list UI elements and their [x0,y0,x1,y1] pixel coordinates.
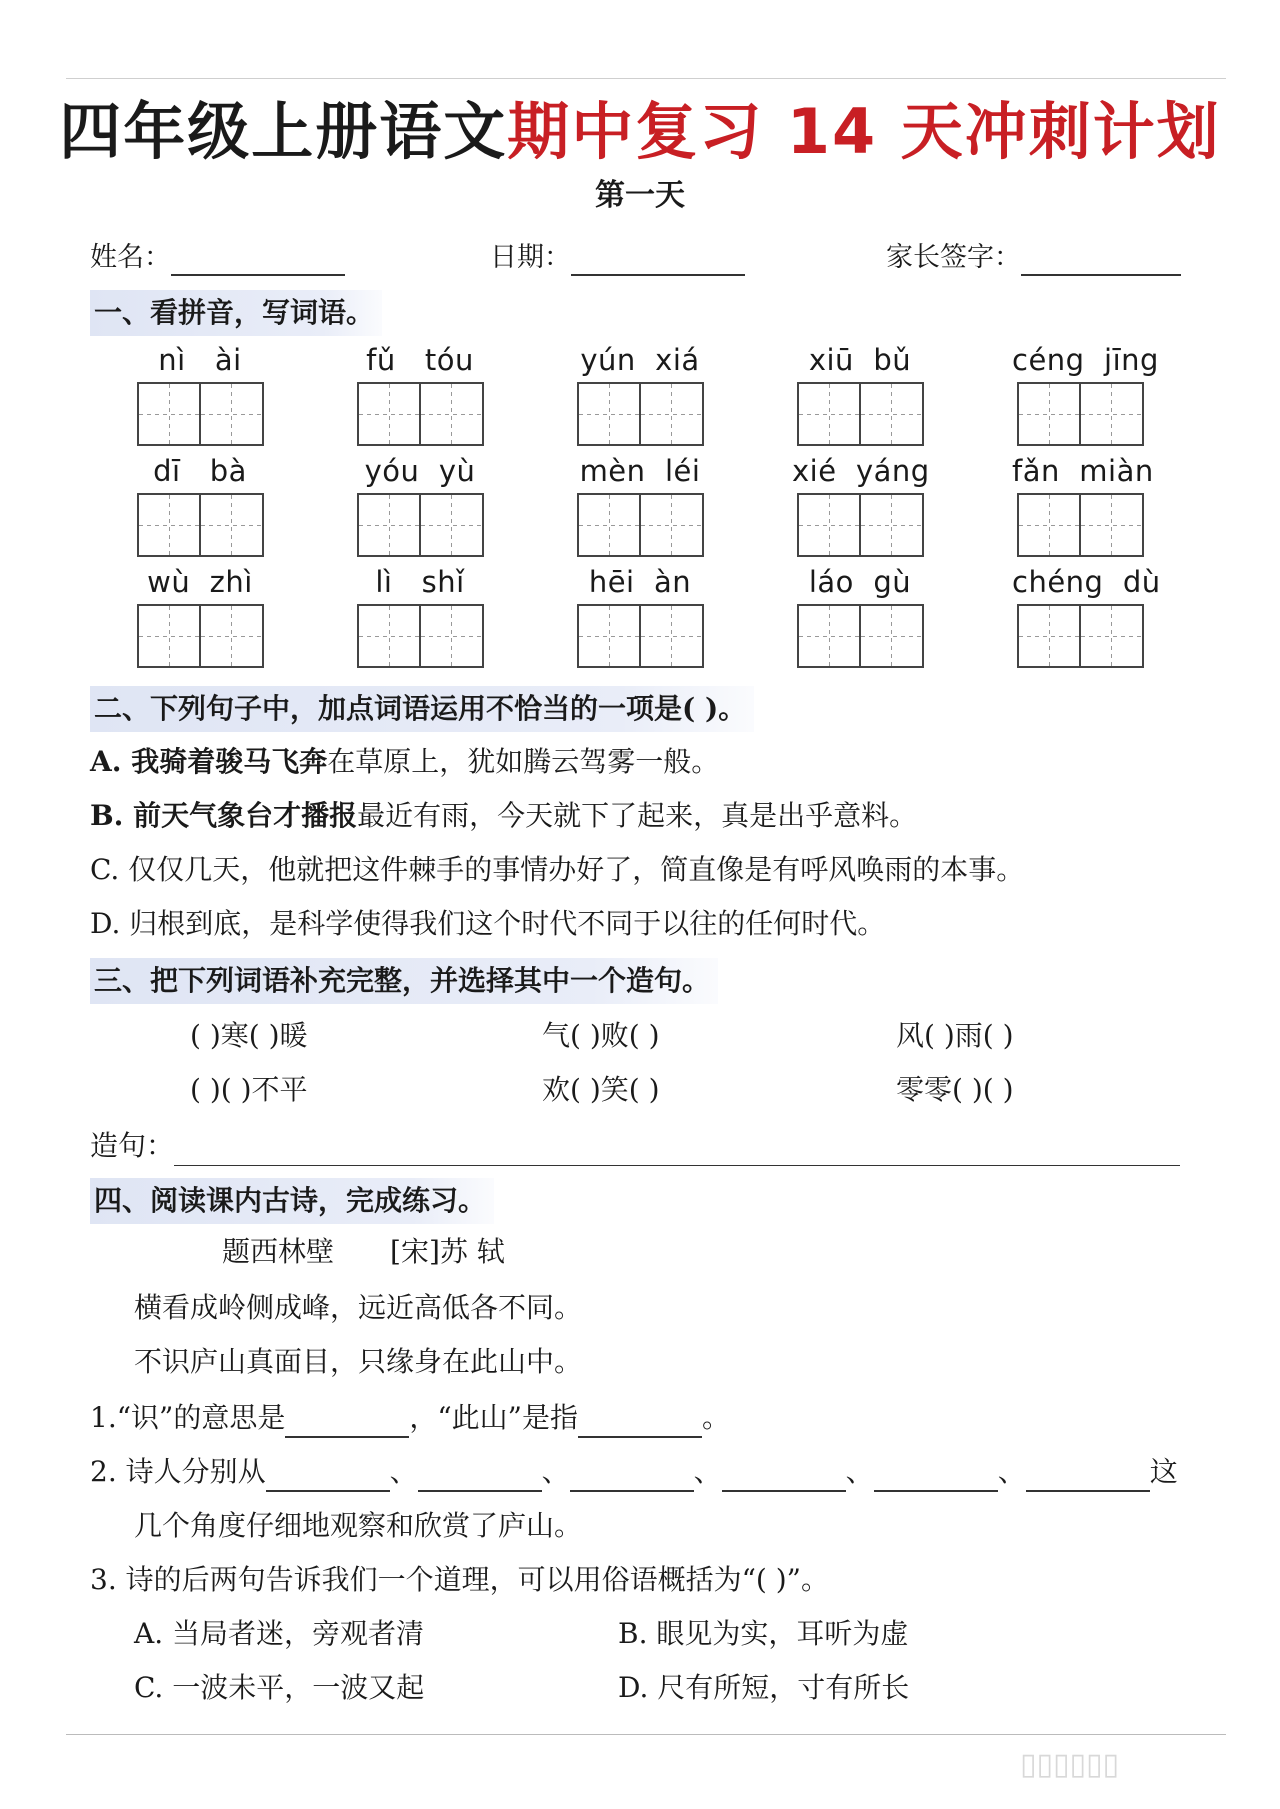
pinyin-label: mèn léi [579,454,701,488]
tianzige-box[interactable] [137,493,201,557]
option-d [90,904,885,944]
tianzige-box[interactable] [861,604,924,668]
poem-line-1: 横看成岭侧成峰，远近高低各不同。 [134,1291,583,1324]
writing-boxes [792,604,928,668]
tianzige-box[interactable] [1017,493,1081,557]
writing-boxes [792,493,928,557]
name-field[interactable] [90,240,345,276]
tianzige-box[interactable] [357,604,421,668]
q1-blank-1[interactable] [285,1406,409,1438]
tianzige-box[interactable] [137,604,201,668]
pinyin-word [1012,340,1159,446]
option-c [90,850,1024,890]
option-b-text: 最近有雨，今天就下了起来，真是出乎意料。 [357,799,918,832]
writing-boxes [352,493,488,557]
writing-boxes [132,382,268,446]
top-divider [66,78,1226,79]
q3-option-b[interactable]: B. 眼见为实，耳听为虚 [618,1617,909,1650]
section3-heading: 三、把下列词语补充完整，并选择其中一个造句。 [90,958,718,1004]
date-label: 日期： [490,242,571,273]
tianzige-box[interactable] [641,382,704,446]
q2-blank-2[interactable] [418,1460,542,1492]
idiom-4[interactable]: ( )( )不平 [190,1073,308,1106]
writing-boxes [792,382,928,446]
writing-boxes [572,604,708,668]
pinyin-label: nì ài [158,343,242,377]
q2-blank-3[interactable] [570,1460,694,1492]
question-1 [90,1398,730,1438]
tianzige-box[interactable] [421,493,484,557]
idiom-1[interactable]: ( )寒( )暖 [190,1019,308,1052]
idiom-3[interactable]: 风( )雨( ) [896,1019,1014,1052]
writing-boxes [352,382,488,446]
tianzige-box[interactable] [1081,493,1144,557]
writing-boxes [1012,493,1148,557]
pinyin-word [792,451,928,557]
option-a-text: 在草原上，犹如腾云驾雾一般。 [327,745,720,778]
idiom-6[interactable]: 零零( )( ) [896,1073,1014,1106]
option-b-bold: B. 前天气象台才播报 [90,799,358,832]
pinyin-label: xié yáng [792,454,930,488]
bottom-divider [66,1734,1226,1735]
writing-boxes [1012,382,1148,446]
q1-part-c: 。 [702,1401,731,1434]
sentence-blank[interactable] [174,1135,1180,1166]
tianzige-box[interactable] [1017,382,1081,446]
option-d-text: D. 归根到底，是科学使得我们这个时代不同于以往的任何时代。 [90,907,886,940]
q2-line-2: 几个角度仔细地观察和欣赏了庐山。 [134,1509,583,1542]
q2-sep-4: 、 [845,1455,874,1488]
pinyin-label: wù zhì [147,565,253,599]
pinyin-label: láo gù [808,565,912,599]
pinyin-label: xiū bǔ [808,343,912,377]
tianzige-box[interactable] [137,382,201,446]
tianzige-box[interactable] [797,382,861,446]
tianzige-box[interactable] [1017,604,1081,668]
pinyin-word [572,562,708,668]
option-a-bold: A. 我骑着骏马飞奔 [90,745,328,778]
pinyin-label: yún xiá [580,343,700,377]
pinyin-label: chéng dù [1012,565,1161,599]
title-red-part: 期中复习 14 天冲刺计划 [507,95,1221,168]
section2-heading: 二、下列句子中，加点词语运用不恰当的一项是( )。 [90,686,754,732]
tianzige-box[interactable] [797,604,861,668]
sentence-label: 造句： [90,1129,175,1162]
writing-boxes [1012,604,1148,668]
section1-heading: 一、看拼音，写词语。 [90,290,382,336]
pinyin-word [132,562,268,668]
pinyin-label: lì shǐ [375,565,465,599]
tianzige-box[interactable] [861,493,924,557]
date-field[interactable] [490,240,745,276]
pinyin-word [352,562,488,668]
q2-end: 这 [1149,1455,1178,1488]
tianzige-box[interactable] [201,493,264,557]
q2-blank-4[interactable] [722,1460,846,1492]
tianzige-box[interactable] [641,604,704,668]
poem-header [222,1232,505,1272]
tianzige-box[interactable] [1081,604,1144,668]
tianzige-box[interactable] [1081,382,1144,446]
writing-boxes [132,493,268,557]
question-3: 3. 诗的后两句告诉我们一个道理，可以用俗语概括为“( )”。 [90,1563,829,1596]
writing-boxes [132,604,268,668]
poem-line-2: 不识庐山真面目，只缘身在此山中。 [134,1345,583,1378]
tianzige-box[interactable] [641,493,704,557]
option-b [90,796,917,836]
parent-signature-field[interactable] [886,240,1181,276]
pinyin-label: hēi àn [588,565,692,599]
sentence-field[interactable] [90,1126,1180,1166]
q2-sep-3: 、 [693,1455,722,1488]
tianzige-box[interactable] [201,604,264,668]
tianzige-box[interactable] [357,493,421,557]
watermark-icon: ▯▯▯▯▯▯ [1020,1747,1120,1782]
date-blank[interactable] [571,244,745,276]
pinyin-label: céng jīng [1012,343,1159,377]
idiom-5[interactable]: 欢( )笑( ) [542,1073,660,1106]
section4-heading: 四、阅读课内古诗，完成练习。 [90,1178,494,1224]
tianzige-box[interactable] [797,493,861,557]
q2-blank-6[interactable] [1026,1460,1150,1492]
pinyin-label: dī bà [153,454,247,488]
pinyin-word [792,340,928,446]
tianzige-box[interactable] [357,382,421,446]
q1-blank-2[interactable] [578,1406,702,1438]
q2-sep-1: 、 [389,1455,418,1488]
name-label: 姓名： [90,242,171,273]
tianzige-box[interactable] [201,382,264,446]
pinyin-word [1012,562,1161,668]
writing-boxes [352,604,488,668]
pinyin-label: fǎn miàn [1012,454,1154,488]
writing-boxes [572,382,708,446]
parent-label: 家长签字： [886,242,1021,273]
pinyin-word [132,340,268,446]
q2-sep-5: 、 [997,1455,1026,1488]
q3-option-a[interactable]: A. 当局者迷，旁观者清 [134,1617,425,1650]
tianzige-box[interactable] [421,604,484,668]
day-subtitle: 第一天 [595,178,685,213]
q1-part-b: ，“此山”是指 [409,1401,578,1434]
pinyin-label: fǔ tóu [366,343,474,377]
tianzige-box[interactable] [577,604,641,668]
pinyin-label: yóu yù [364,454,476,488]
q1-part-a: 1.“识”的意思是 [90,1401,286,1434]
pinyin-word [132,451,268,557]
q3-option-d[interactable]: D. 尺有所短，寸有所长 [618,1671,910,1704]
q2-stem: 2. 诗人分别从 [90,1455,266,1488]
tianzige-box[interactable] [577,493,641,557]
name-blank[interactable] [171,244,345,276]
writing-boxes [572,493,708,557]
pinyin-word [572,451,708,557]
idiom-2[interactable]: 气( )败( ) [542,1019,660,1052]
parent-blank[interactable] [1021,244,1181,276]
pinyin-word [792,562,928,668]
poem-title: 题西林壁 [222,1235,335,1268]
question-2 [90,1452,1178,1492]
poem-author: [宋]苏 轼 [390,1235,505,1268]
tianzige-box[interactable] [577,382,641,446]
q3-option-c[interactable]: C. 一波未平，一波又起 [134,1671,425,1704]
pinyin-word [1012,451,1154,557]
pinyin-word [572,340,708,446]
tianzige-box[interactable] [861,382,924,446]
option-a [90,742,719,782]
q2-blank-5[interactable] [874,1460,998,1492]
pinyin-word [352,340,488,446]
option-c-text: C. 仅仅几天，他就把这件棘手的事情办好了，简直像是有呼风唤雨的本事。 [90,853,1025,886]
title-black-part: 四年级上册语文 [59,95,508,168]
pinyin-word [352,451,488,557]
q2-blank-1[interactable] [266,1460,390,1492]
page-title [0,92,1280,172]
q2-sep-2: 、 [541,1455,570,1488]
tianzige-box[interactable] [421,382,484,446]
